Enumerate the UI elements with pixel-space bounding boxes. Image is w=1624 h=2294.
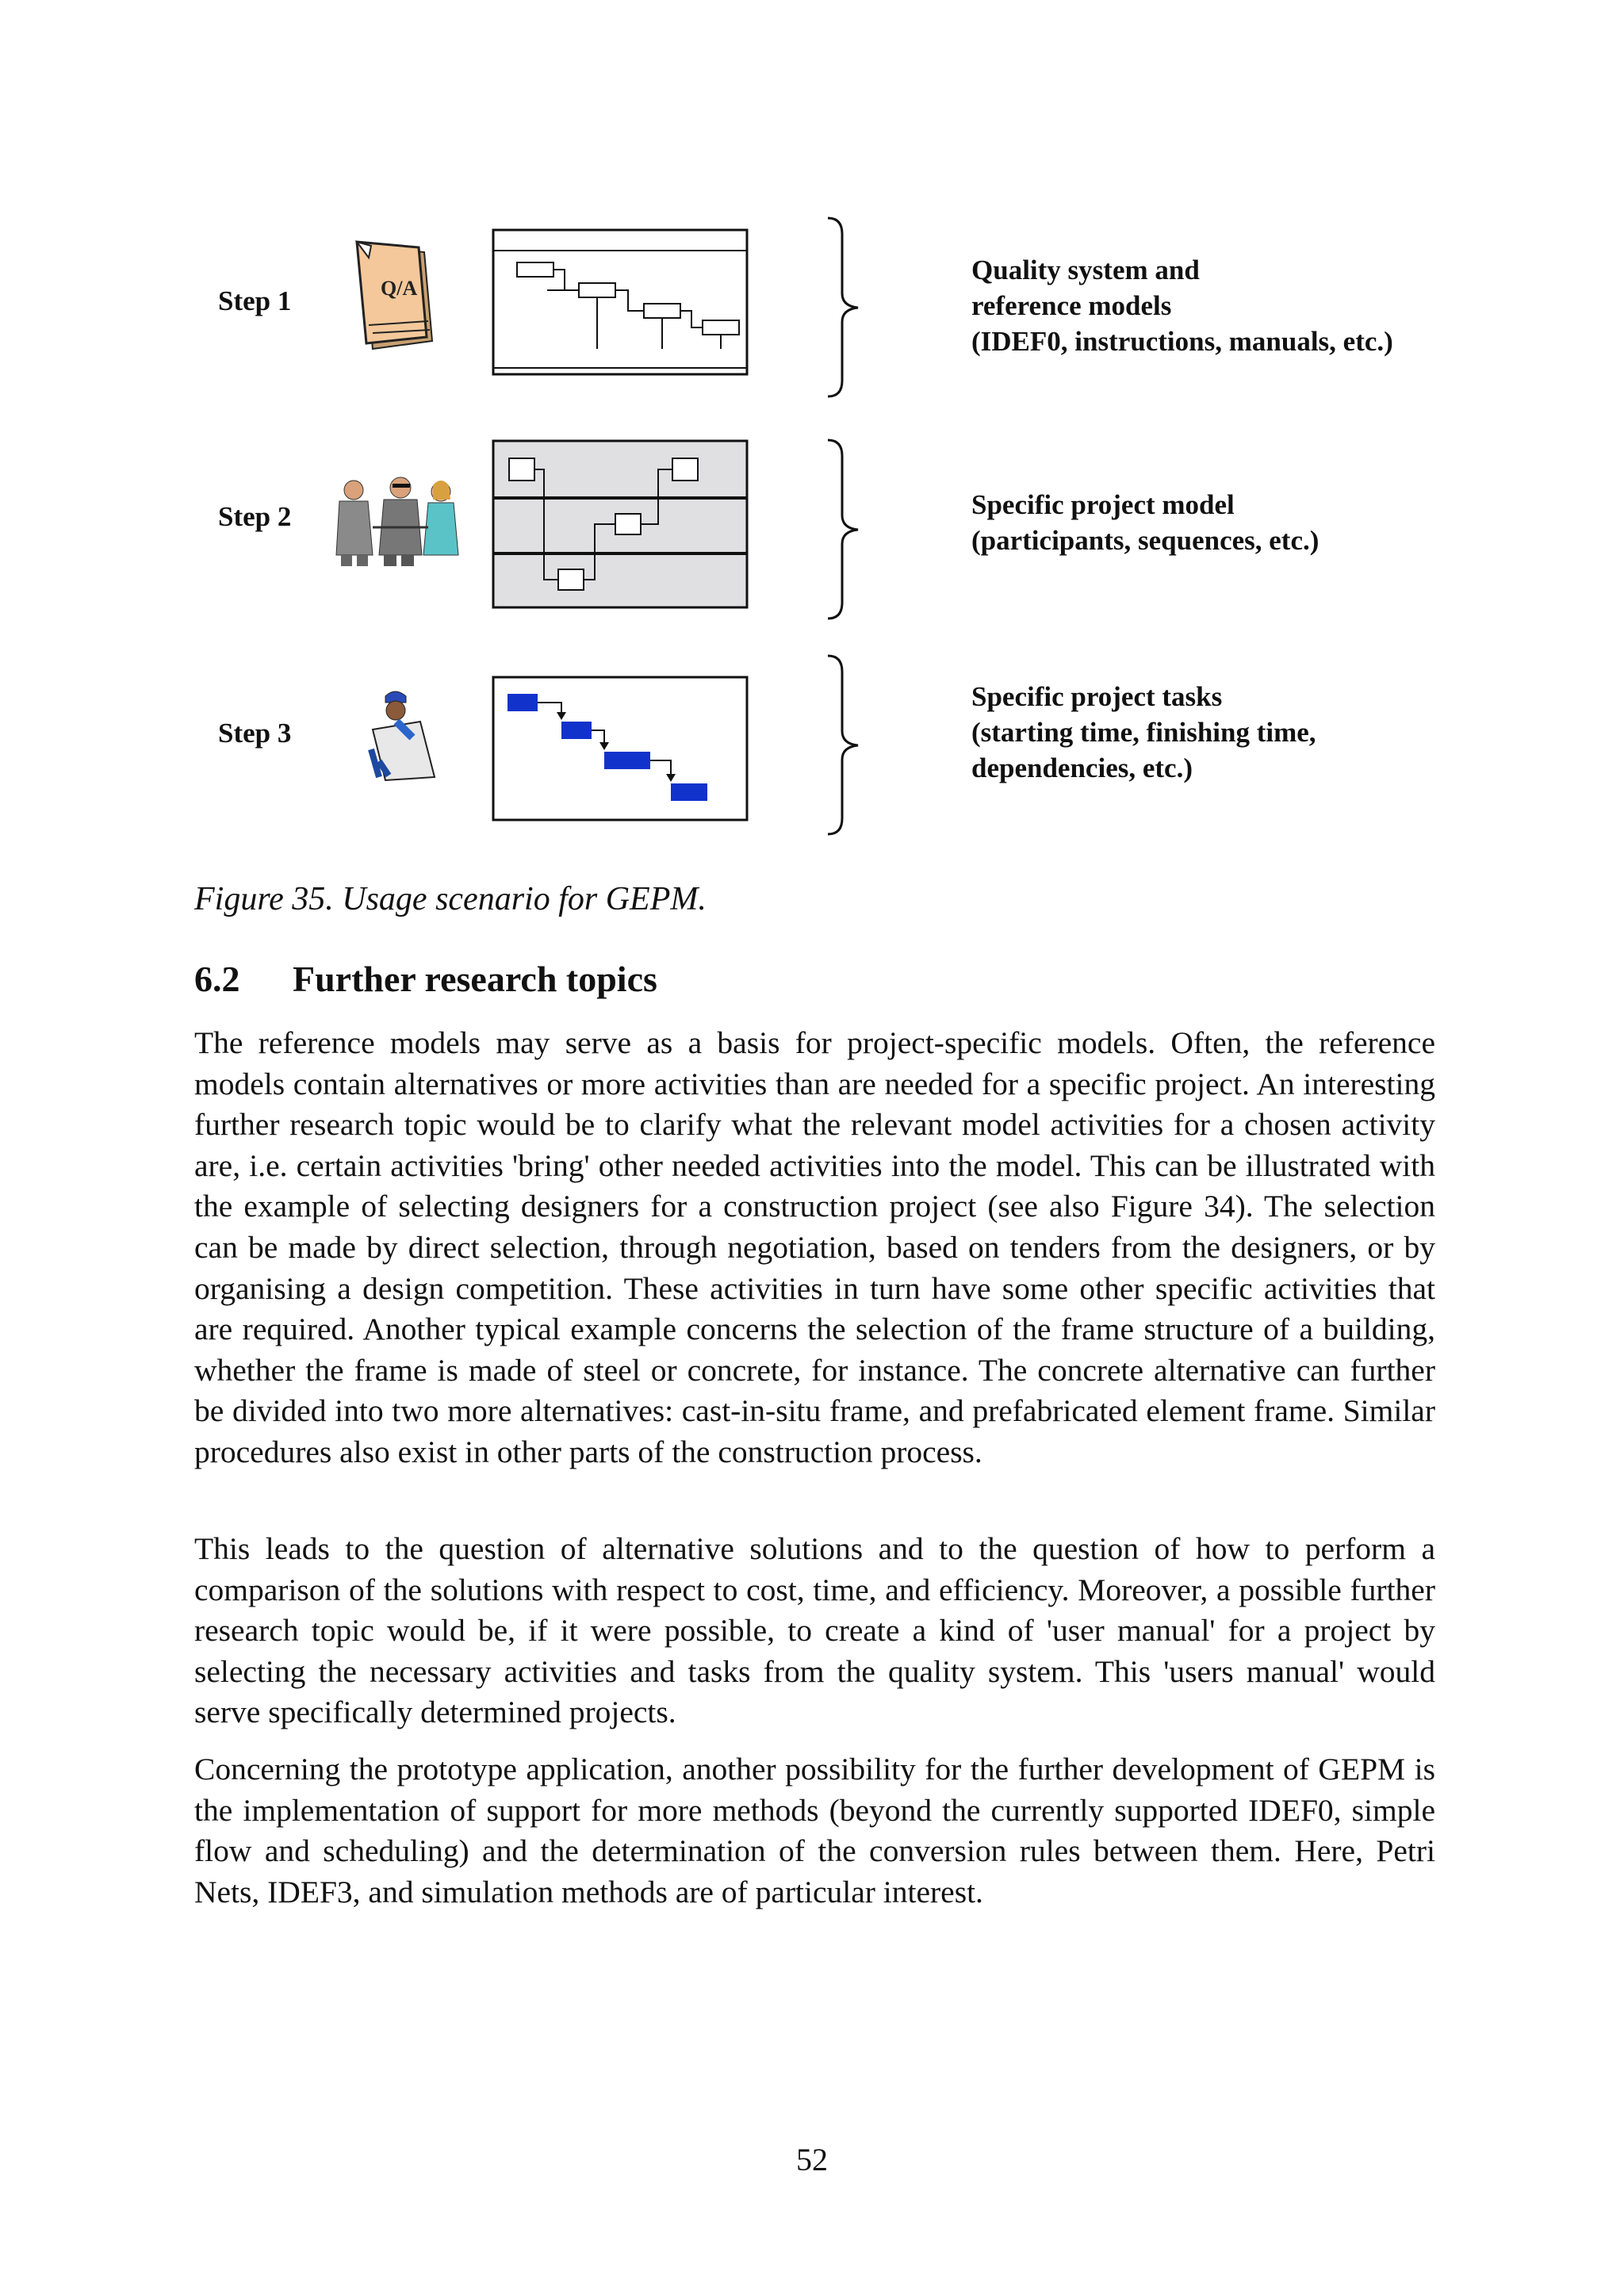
project-model-diagram [493, 441, 747, 607]
figure-caption: Figure 35. Usage scenario for GEPM. [194, 881, 707, 917]
paragraph-1: The reference models may serve as a basis for project-specific models. Often, the reference models contain alternatives or more activities than are needed for a specific project. An interesting further research topic would be to clarify what the relevant model activities for a chosen activity are, i.e. certain activities 'bring' other needed activities into the model. This can be illustrated with the example of selecting designers for a construction project (see also Figure 34). The selection can be made by direct selection, through negotiation, based on tenders from the designers, or by organising a design competition. These activities in turn have some other specific activities that are required. Another typical example concerns the selection of the frame structure of a building, whether the frame is made of steel or concrete, for instance. The concrete alternative can further be divided into two more alternatives: cast-in-situ frame, and prefabricated element frame. Similar procedures also exist in other parts of the construction process. [194, 1025, 1435, 1469]
step-1-label: Step 1 [218, 285, 292, 316]
step-1-description [971, 252, 1526, 359]
reference-model-diagram [493, 230, 747, 374]
qa-document-icon [357, 242, 432, 349]
description-line: dependencies, etc.) [971, 753, 1193, 783]
brace-step-2 [828, 440, 858, 618]
section-heading [194, 958, 657, 1000]
brace-step-3 [828, 656, 858, 834]
description-line: (starting time, finishing time, [971, 717, 1316, 748]
step-2-label: Step 2 [218, 501, 292, 532]
qa-icon-text: Q/A [381, 277, 418, 300]
step-2-description [971, 487, 1526, 558]
project-tasks-gantt [493, 677, 747, 820]
step-3-label: Step 3 [218, 718, 292, 749]
page-number: 52 [796, 2142, 828, 2177]
description-line: Quality system and [971, 255, 1200, 285]
description-line: (participants, sequences, etc.) [971, 525, 1320, 556]
section-title: Further research topics [293, 959, 657, 999]
brace-step-1 [828, 218, 858, 396]
paragraph-3: Concerning the prototype application, another possibility for the further development of GEPM is the implementation of support for more methods (beyond the currently supported IDEF0, simple flow and scheduling) and the determination of the conversion rules between them. Here, Petri Nets, IDEF3, and simulation methods are of particular interest. [194, 1752, 1435, 1909]
description-line: Specific project tasks [971, 681, 1223, 712]
description-line: (IDEF0, instructions, manuals, etc.) [971, 326, 1393, 357]
step-3-description [971, 679, 1526, 786]
description-line: Specific project model [971, 489, 1235, 520]
worker-with-plan-icon [371, 691, 435, 780]
description-line: reference models [971, 290, 1172, 321]
business-people-icon [336, 477, 458, 566]
section-number: 6.2 [194, 959, 240, 999]
paragraph-2: This leads to the question of alternative solutions and to the question of how to perform a comparison of the solutions with respect to cost, time, and efficiency. Moreover, a possible further research topic would be, if it were possible, to create a kind of 'user manual' for a project by selecting the necessary activities and tasks from the quality system. This 'users manual' would serve specifically determined projects. [194, 1531, 1435, 1730]
